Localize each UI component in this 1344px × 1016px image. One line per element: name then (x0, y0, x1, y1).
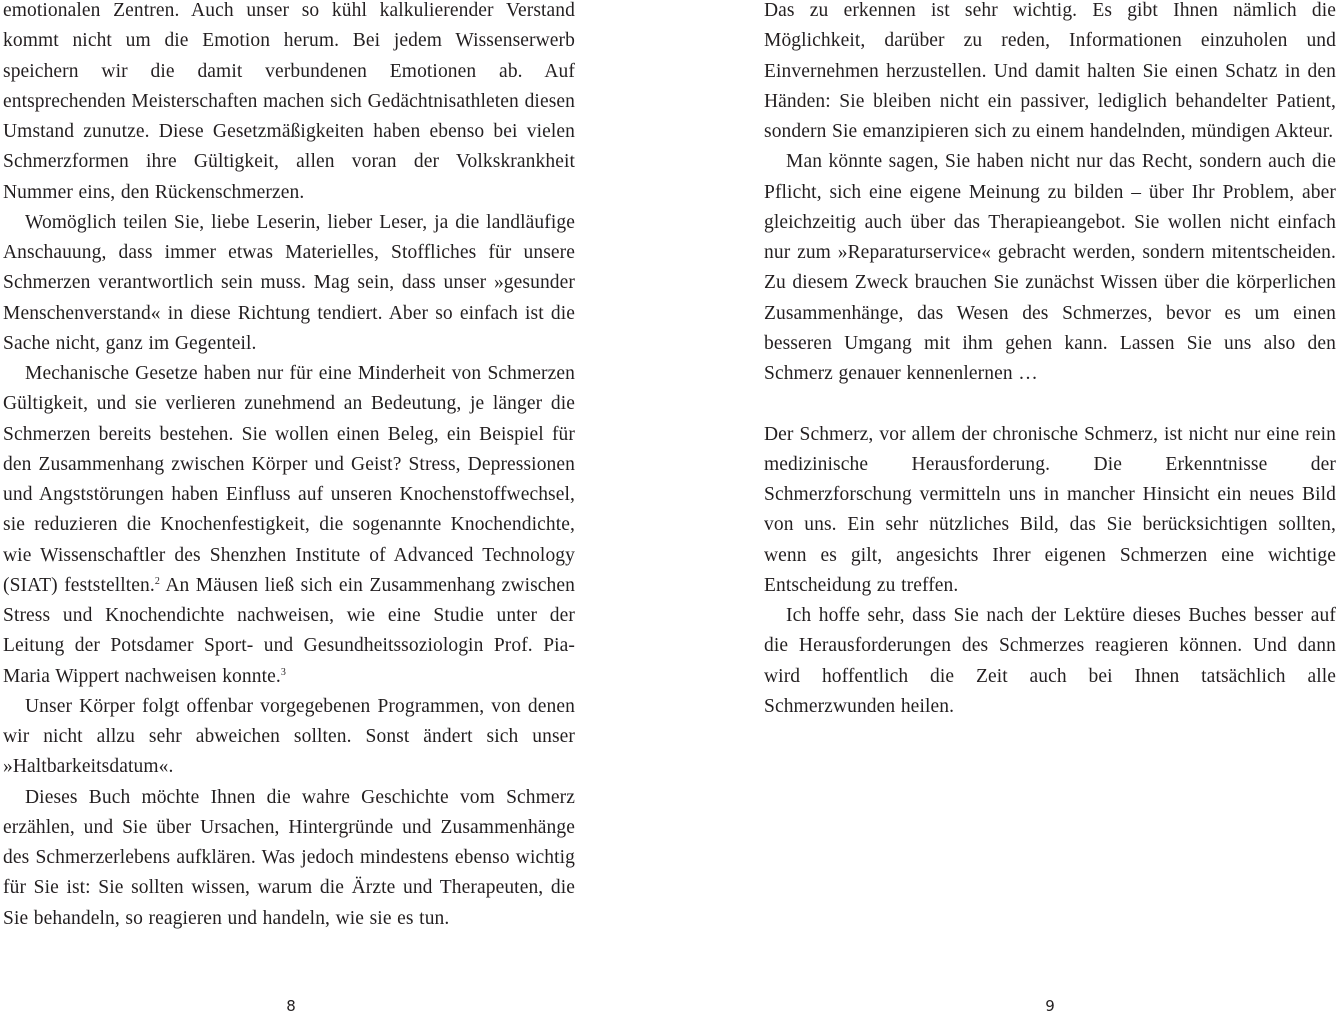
paragraph-text: Mechanische Gesetze haben nur für eine Minderheit von Schmerzen Gültigkeit, und sie verlieren zunehmend an Bedeutung, je länger die Schmerzen bereits bestehen. Sie wollen einen Beleg, ein Beispiel für den Zusammenhang zwischen Körper und Geist? Stress, Depressionen und Angststörungen haben Einfluss auf unseren Knochenstoffwechsel, sie reduzieren die Knochenfestigkeit, die sogenannte Knochendichte, wie Wissenschaftler des Shenzhen Institute of Advanced Technology (SIAT) feststellten. (3, 363, 575, 596)
footnote-reference[interactable]: 3 (280, 666, 286, 678)
paragraph: Unser Körper folgt offenbar vorgegebenen Programmen, von denen wir nicht allzu sehr abweichen sollten. Sonst ändert sich unser »Haltbarkeitsdatum«. (3, 695, 575, 778)
left-page-body (3, 0, 575, 934)
left-page (3, 0, 575, 1016)
paragraph: Ich hoffe sehr, dass Sie nach der Lektüre dieses Buches besser auf die Herausforderungen des Schmerzes reagieren können. Und dann wird hoffentlich die Zeit auch bei Ihnen tatsächlich alle Schmerzwunden heilen. (764, 605, 1336, 717)
page-number: 9 (1045, 997, 1055, 1015)
paragraph: Das zu erkennen ist sehr wichtig. Es gibt Ihnen nämlich die Möglichkeit, darüber zu reden, Informationen einzuholen und Einvernehmen herzustellen. Und damit halten Sie einen Schatz in den Händen: Sie bleiben nicht ein passiver, lediglich behandelter Patient, sondern Sie emanzipieren sich zu einem handelnden, mündigen Akteur. (764, 0, 1336, 142)
paragraph: Man könnte sagen, Sie haben nicht nur das Recht, sondern auch die Pflicht, sich eine eigene Meinung zu bilden – über Ihr Problem, aber gleichzeitig auch über das Therapieangebot. Sie wollen nicht einfach nur zum »Reparaturservice« gebracht werden, sondern mitentscheiden. Zu diesem Zweck brauchen Sie zunächst Wissen über die körperlichen Zusammenhänge, das Wesen des Schmerzes, bevor es um einen besseren Umgang mit ihm gehen kann. Lassen Sie uns also den Schmerz genauer kennenlernen … (764, 151, 1336, 384)
right-page-body (764, 0, 1336, 722)
paragraph: Dieses Buch möchte Ihnen die wahre Geschichte vom Schmerz erzählen, und Sie über Ursachen, Hintergründe und Zusammenhänge des Schmerzerlebens aufklären. Was jedoch mindestens ebenso wichtig für Sie ist: Sie sollten wissen, warum die Ärzte und Therapeuten, die Sie behandeln, so reagieren und handeln, wie sie es tun. (3, 786, 575, 929)
paragraph: Der Schmerz, vor allem der chronische Schmerz, ist nicht nur eine rein medizinische Herausforderung. Die Erkenntnisse der Schmerzforschung vermitteln uns in mancher Hinsicht ein neues Bild von uns. Ein sehr nützliches Bild, das Sie berücksichtigen sollten, wenn es gilt, angesichts Ihrer eigenen Schmerzen eine wichtige Entscheidung zu treffen. (764, 423, 1336, 596)
paragraph: emotionalen Zentren. Auch unser so kühl kalkulierender Verstand kommt nicht um die Emotion herum. Bei jedem Wissenserwerb speichern wir die damit verbundenen Emotionen ab. Auf entsprechenden Meisterschaften machen sich Gedächtnisathleten diesen Umstand zunutze. Diese Gesetzmäßigkeiten haben ebenso bei vielen Schmerzformen ihre Gültigkeit, allen voran der Volkskrankheit Nummer eins, den Rückenschmerzen. (3, 0, 575, 203)
paragraph-with-footnotes (3, 359, 575, 692)
page-number: 8 (286, 997, 296, 1015)
paragraph: Womöglich teilen Sie, liebe Leserin, lieber Leser, ja die landläufige Anschauung, dass immer etwas Materielles, Stoffliches für unsere Schmerzen verantwortlich sein muss. Mag sein, dass unser »gesunder Menschenverstand« in diese Richtung tendiert. Aber so einfach ist die Sache nicht, ganz im Gegenteil. (3, 211, 575, 354)
footnote-reference[interactable]: 2 (154, 575, 160, 587)
paragraph-text: An Mäusen ließ sich ein Zusammenhang zwischen Stress und Knochendichte nachweisen, wie eine Studie unter der Leitung der Potsdamer Sport- und Gesundheitssoziologin Prof. Pia-Maria Wippert nachweisen konnte. (3, 574, 576, 687)
right-page (764, 0, 1336, 1016)
